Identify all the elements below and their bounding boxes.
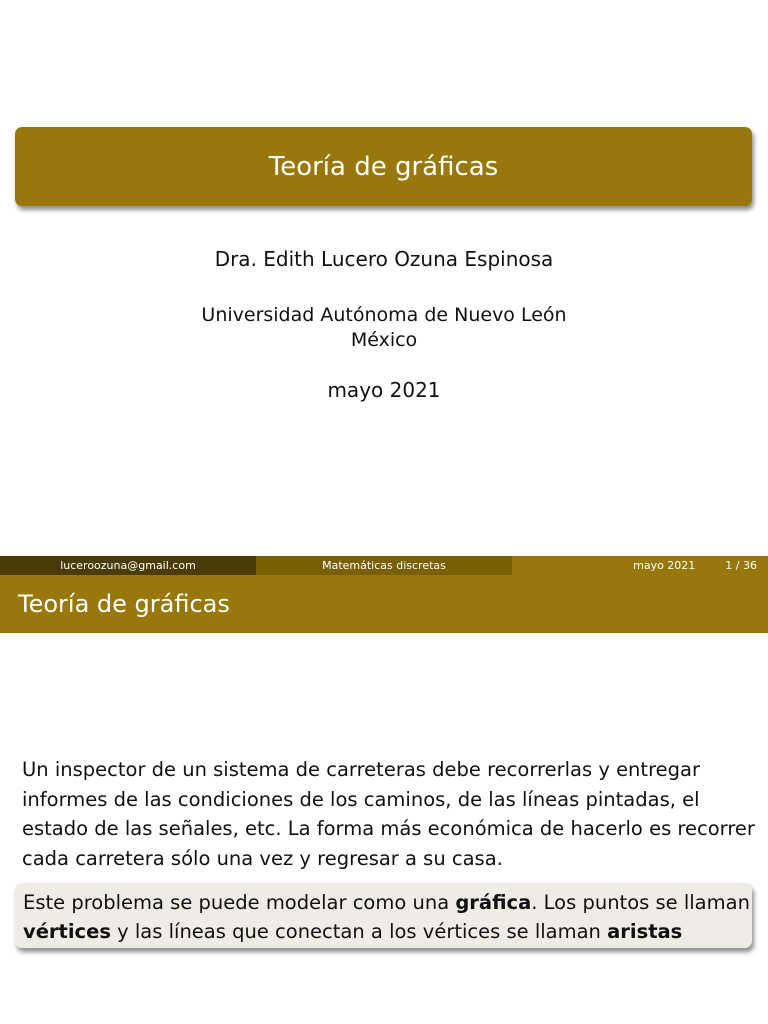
- footer-bar: [0, 556, 768, 575]
- term-aristas: aristas: [607, 920, 683, 943]
- paragraph-line: Un inspector de un sistema de carreteras debe recorrerlas y entregar: [22, 758, 700, 781]
- frame-title-bar: [0, 575, 768, 633]
- paragraph-line: estado de las señales, etc. La forma más económica de hacerlo es recorrer: [22, 817, 755, 840]
- institution-name: Universidad Autónoma de Nuevo León: [201, 304, 567, 326]
- presentation-title: Teoría de gráficas: [268, 151, 499, 182]
- block-line-2: [23, 917, 752, 946]
- institution-country: México: [350, 329, 418, 351]
- paragraph-line: informes de las condiciones de los caminos, de las líneas pintadas, el: [22, 787, 700, 811]
- footer-date-page-segment: [512, 556, 768, 575]
- footer-email: luceroozuna@gmail.com: [60, 559, 196, 572]
- definition-block: [15, 883, 752, 948]
- footer-email-segment: [0, 556, 256, 575]
- term-grafica: gráfica: [455, 891, 532, 914]
- presentation-date: mayo 2021: [327, 378, 441, 402]
- footer-course: Matemáticas discretas: [322, 559, 446, 572]
- footer-date: mayo 2021: [633, 559, 696, 572]
- author-name: Dra. Edith Lucero Ozuna Espinosa: [214, 247, 554, 271]
- title-box: [15, 127, 752, 206]
- term-vertices: vértices: [23, 920, 111, 943]
- footer-page-number: 1 / 36: [725, 559, 757, 572]
- block-text: . Los puntos se llaman: [531, 891, 750, 914]
- content-slide: [0, 575, 768, 1024]
- block-text: y las líneas que conectan a los vértices se llaman: [110, 920, 608, 943]
- frame-title: Teoría de gráficas: [18, 590, 230, 618]
- footer-course-segment: [256, 556, 512, 575]
- block-text: Este problema se puede modelar como una: [23, 891, 456, 914]
- body-paragraph: [22, 755, 755, 873]
- paragraph-line: cada carretera sólo una vez y regresar a su casa.: [22, 846, 503, 870]
- block-line-1: [23, 888, 752, 917]
